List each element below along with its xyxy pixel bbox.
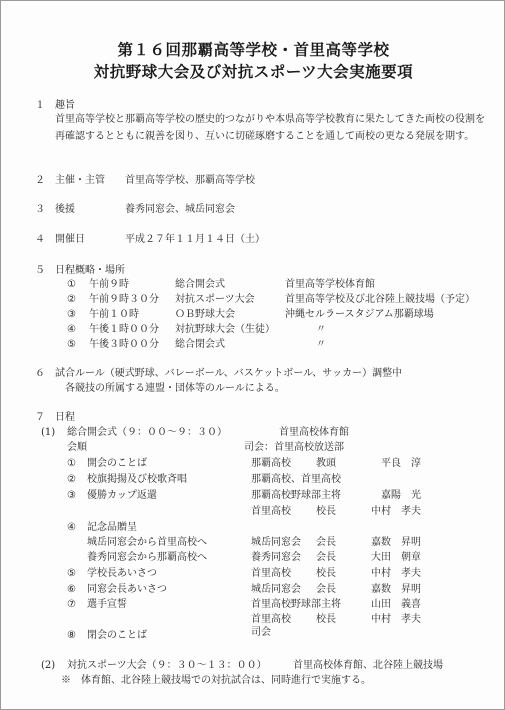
- schedule-row-place: 〃: [316, 339, 326, 350]
- section-5-heading: 日程概略・場所: [55, 265, 125, 276]
- schedule-row-no: ④: [67, 324, 76, 335]
- program-item-person: 嘉陽 光: [381, 490, 421, 501]
- subsection-1-place: 首里高校体育館: [279, 427, 349, 438]
- program-item-no: ④: [67, 522, 76, 533]
- program-item-role: 校長: [316, 568, 336, 579]
- schedule-row-time: 午前１０時: [89, 309, 139, 320]
- schedule-row-no: ②: [67, 294, 76, 305]
- section-3-number: ３: [35, 204, 45, 215]
- schedule-row-event: ＯＢ野球大会: [175, 309, 235, 320]
- section-4-number: ４: [35, 234, 45, 245]
- subsection-1-label: 総合開会式（９：００～９：３０）: [67, 427, 227, 438]
- section-3-value: 養秀同窓会、城岳同窓会: [125, 204, 235, 215]
- section-2-heading: 主催・主管: [55, 175, 105, 186]
- schedule-row-event: 対抗野球大会（生徒）: [175, 324, 275, 335]
- schedule-row-no: ③: [67, 309, 76, 320]
- program-item-no: ⑧: [67, 630, 76, 641]
- schedule-row-time: 午前９時３０分: [89, 294, 159, 305]
- program-item-person: 中村 孝夫: [371, 614, 421, 625]
- schedule-row-time: 午前９時: [89, 279, 129, 290]
- program-item-person: 嘉数 昇明: [371, 584, 421, 595]
- program-item-no: ①: [67, 458, 76, 469]
- program-item-label: 校旗掲揚及び校歌斉唱: [87, 474, 187, 485]
- program-item-no: ⑦: [67, 599, 76, 610]
- schedule-row-time: 午後３時００分: [89, 339, 159, 350]
- schedule-row-time: 午後１時００分: [89, 324, 159, 335]
- subsection-2-label: 対抗スポーツ大会（９：３０～１３：００）: [67, 660, 267, 671]
- program-item-label: 学校長あいさつ: [87, 568, 157, 579]
- program-item-person: 中村 孝夫: [371, 506, 421, 517]
- section-1-heading: 趣旨: [55, 100, 75, 111]
- program-item-role: 教頭: [316, 458, 336, 469]
- program-item-org: 那覇高校、首里高校: [251, 474, 341, 485]
- program-item-person: 中村 孝夫: [371, 568, 421, 579]
- schedule-row-no: ①: [67, 279, 76, 290]
- order-label: 会順: [67, 442, 87, 453]
- program-item-org: 首里高校: [251, 506, 291, 517]
- program-item-label: 記念品贈呈: [87, 522, 137, 533]
- section-7-heading: 日程: [55, 412, 75, 423]
- program-item-role: 校長: [316, 506, 336, 517]
- schedule-row-no: ⑤: [67, 339, 76, 350]
- section-6-line2: 各競技の所属する連盟・団体等のルールによる。: [65, 383, 285, 394]
- section-4-value: 平成２７年１１月１４日（土）: [125, 234, 265, 245]
- section-6-number: ６: [35, 368, 45, 379]
- section-2-number: ２: [35, 175, 45, 186]
- program-item-label: 優勝カップ返還: [87, 490, 157, 501]
- program-item-org: 司会: [251, 627, 271, 638]
- section-2-value: 首里高等学校、那覇高等学校: [125, 175, 255, 186]
- program-item-no: ②: [67, 474, 76, 485]
- subsection-2-number: (2): [41, 660, 56, 671]
- schedule-row-event: 対抗スポーツ大会: [175, 294, 255, 305]
- document-title-line1: 第１６回那覇高等学校・首里高等学校: [117, 41, 390, 59]
- subsection-1-number: (1): [41, 427, 56, 438]
- program-item-label: 同窓会長あいさつ: [87, 584, 167, 595]
- program-item-no: ③: [67, 490, 76, 501]
- program-item-org: 首里高校: [251, 614, 291, 625]
- program-item-org: 城岳同窓会: [251, 584, 301, 595]
- subsection-2-place: 首里高校体育館、北谷陸上競技場: [293, 660, 443, 671]
- section-3-heading: 後援: [55, 204, 75, 215]
- program-item-role: 会長: [316, 584, 336, 595]
- program-item-org: 城岳同窓会: [251, 537, 301, 548]
- schedule-row-place: 〃: [316, 324, 326, 335]
- program-item-org: 首里高校野球部主将: [251, 599, 341, 610]
- program-item-label: 城岳同窓会から首里高校へ: [87, 537, 207, 548]
- section-1-number: １: [35, 100, 45, 111]
- program-item-org: 首里高校: [251, 568, 291, 579]
- program-item-label: 閉会のことば: [87, 630, 147, 641]
- program-item-org: 那覇高校野球部主将: [251, 490, 341, 501]
- program-item-label: 養秀同窓会から那覇高校へ: [87, 552, 207, 563]
- program-item-person: 平良 淳: [381, 458, 421, 469]
- schedule-row-place: 沖縄セルラースタジアム那覇球場: [285, 309, 434, 320]
- section-6-line1: 試合ルール（硬式野球、バレーボール、バスケットボール、サッカー）調整中: [55, 368, 403, 379]
- program-item-org: 那覇高校: [251, 458, 291, 469]
- schedule-row-place: 首里高等学校及び北谷陸上競技場（予定）: [285, 294, 475, 305]
- program-item-role: 会長: [316, 552, 336, 563]
- program-item-no: ⑥: [67, 584, 76, 595]
- program-item-person: 山田 義喜: [371, 599, 421, 610]
- program-item-role: 会長: [316, 537, 336, 548]
- program-item-label: 開会のことば: [87, 458, 147, 469]
- schedule-row-event: 総合開会式: [175, 279, 225, 290]
- program-item-role: 校長: [316, 614, 336, 625]
- document-title-line2: 対抗野球大会及び対抗スポーツ大会実施要項: [93, 63, 414, 81]
- program-item-label: 選手宣誓: [87, 599, 127, 610]
- schedule-row-event: 総合閉会式: [175, 339, 225, 350]
- note-text: ※ 体育館、北谷陸上競技場での対抗試合は、同時進行で実施する。: [61, 675, 371, 686]
- section-4-heading: 開催日: [55, 234, 85, 245]
- section-7-number: ７: [35, 412, 45, 423]
- schedule-row-place: 首里高等学校体育館: [285, 279, 375, 290]
- program-item-no: ⑤: [67, 568, 76, 579]
- program-item-person: 嘉数 昇明: [371, 537, 421, 548]
- program-item-org: 養秀同窓会: [251, 552, 301, 563]
- section-5-number: ５: [35, 265, 45, 276]
- section-1-body: 首里高等学校と那覇高等学校の歴史的つながりや本県高等学校教育に果たしてきた両校の役割を再確認するとともに親善を図り、互いに切磋琢磨することを通して両校の更なる発展を期す。: [55, 114, 485, 142]
- program-item-person: 大田 朝章: [371, 552, 421, 563]
- mc-text: 司会：首里高校放送部: [244, 442, 344, 453]
